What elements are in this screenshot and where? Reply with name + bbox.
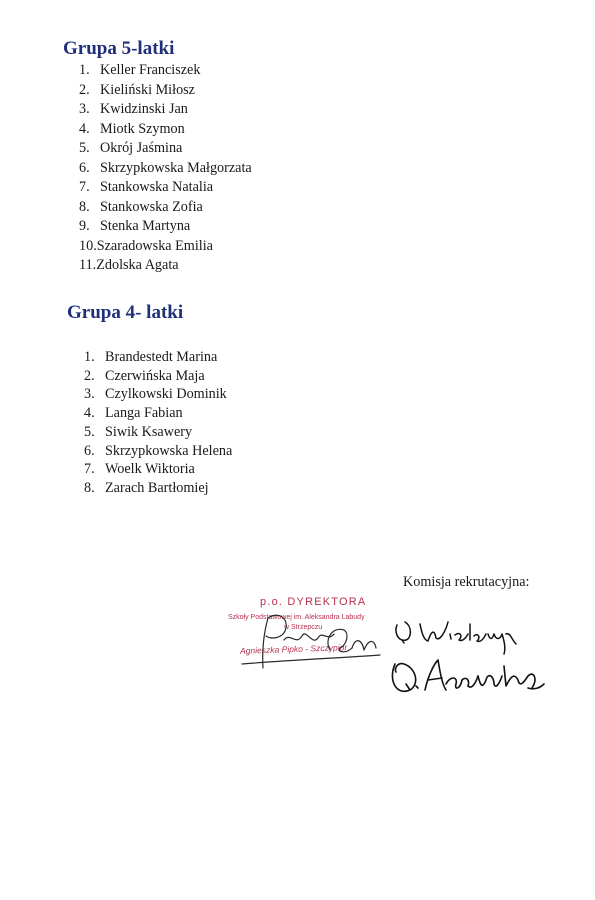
child-name: Skrzypkowska Helena xyxy=(105,442,233,459)
child-name: Kieliński Miłosz xyxy=(100,81,195,98)
child-name: Czylkowski Dominik xyxy=(105,386,227,403)
director-signature xyxy=(239,615,380,668)
commission-signature-1 xyxy=(396,622,516,654)
stamp-school: Szkoły Podstawowej im. Aleksandra Labudy xyxy=(228,614,365,621)
stamp-title: p.o. DYREKTORA xyxy=(260,596,367,608)
item-number: 8. xyxy=(84,479,95,496)
item-number: 3. xyxy=(84,386,95,403)
item-number: 4. xyxy=(84,405,95,422)
child-name: Zarach Bartłomiej xyxy=(105,479,209,496)
child-name: Okrój Jaśmina xyxy=(100,140,183,156)
commission-label: Komisja rekrutacyjna: xyxy=(403,574,530,590)
item-number: 6. xyxy=(79,159,90,176)
item-number: 6. xyxy=(84,442,95,459)
child-name: Stankowska Zofia xyxy=(100,198,203,215)
item-number: 7. xyxy=(84,461,95,478)
child-name: Brandestedt Marina xyxy=(105,349,218,365)
child-name: Langa Fabian xyxy=(105,405,183,422)
item-number: 10. xyxy=(79,237,97,254)
stamp-name: Agnieszka Pipko - Szczypior xyxy=(239,642,348,656)
item-number: 7. xyxy=(79,179,90,195)
item-number: 8. xyxy=(79,198,90,215)
stamp-city: w Strzepczu xyxy=(284,624,323,631)
item-number: 2. xyxy=(84,367,95,384)
child-name: Stenka Martyna xyxy=(100,218,191,234)
item-number: 1. xyxy=(84,349,95,365)
item-number: 4. xyxy=(79,120,90,137)
item-number: 3. xyxy=(79,101,90,117)
item-number: 1. xyxy=(79,62,90,78)
child-name: Kwidzinski Jan xyxy=(100,101,188,117)
item-number: 5. xyxy=(84,423,95,440)
item-number: 5. xyxy=(79,140,90,156)
child-name: Szaradowska Emilia xyxy=(96,237,213,254)
child-name: Miotk Szymon xyxy=(100,120,185,137)
item-number: 11. xyxy=(79,257,97,273)
child-name: Keller Franciszek xyxy=(100,62,201,78)
group-4-title: Grupa 4- latki xyxy=(67,302,184,323)
item-number: 2. xyxy=(79,81,90,98)
child-name: Zdolska Agata xyxy=(96,257,179,273)
group-5-title: Grupa 5-latki xyxy=(63,38,175,59)
commission-signature-2 xyxy=(392,660,544,691)
child-name: Stankowska Natalia xyxy=(100,179,214,195)
item-number: 9. xyxy=(79,218,90,234)
child-name: Czerwińska Maja xyxy=(105,367,205,384)
child-name: Skrzypkowska Małgorzata xyxy=(100,159,252,176)
child-name: Woelk Wiktoria xyxy=(105,461,195,478)
child-name: Siwik Ksawery xyxy=(105,423,193,440)
